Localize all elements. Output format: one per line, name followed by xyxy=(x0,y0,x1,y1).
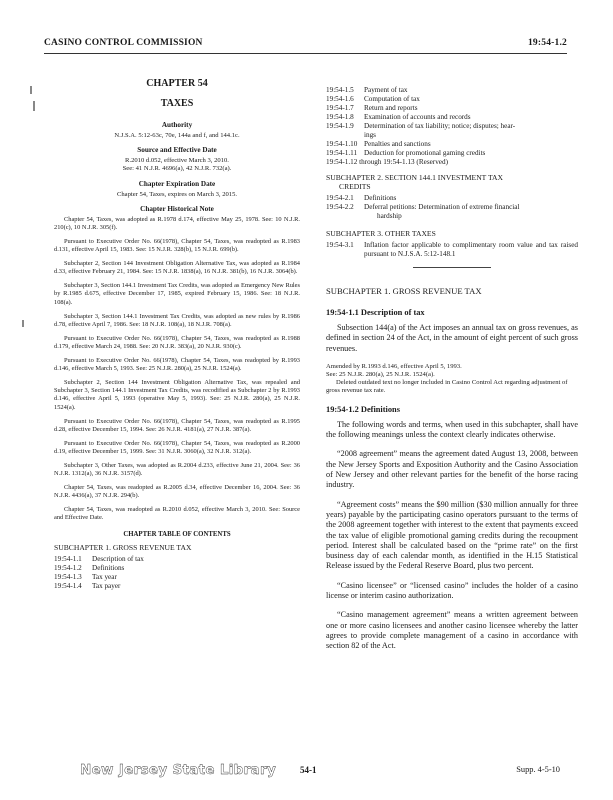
expiration-text: Chapter 54, Taxes, expires on March 3, 2015. xyxy=(116,190,238,198)
toc-entry-title: Examination of accounts and records xyxy=(364,113,471,121)
section-1-title: 19:54-1.1 Description of tax xyxy=(326,308,425,317)
toc-subchapter-1: SUBCHAPTER 1. GROSS REVENUE TAX xyxy=(54,542,192,552)
toc-entry[interactable] xyxy=(326,95,578,104)
history-paragraph: Chapter 54, Taxes, was adopted as R.1978 d.174, effective May 25, 1978. See: 10 N.J.R. 210(c), 10 N.J.R. 305(f). xyxy=(54,215,300,231)
source-line: See: 41 N.J.R. 4696(a), 42 N.J.R. 732(a). xyxy=(122,165,232,173)
section-2-title: 19:54-1.2 Definitions xyxy=(326,404,400,414)
toc-entry-number: 19:54-1.6 xyxy=(326,95,354,103)
toc-subchapter-2-line: CREDITS xyxy=(339,182,371,191)
toc-entry[interactable] xyxy=(326,194,578,203)
toc-entry-number: 19:54-1.1 xyxy=(54,554,82,563)
toc-entry[interactable] xyxy=(326,203,578,212)
toc-entry-title: Tax payer xyxy=(92,581,121,590)
header-title: CASINO CONTROL COMMISSION xyxy=(44,38,203,48)
toc-list xyxy=(54,555,300,591)
left-column xyxy=(54,78,300,591)
history-paragraph: Chapter 54, Taxes, was readopted as R.2005 d.34, effective December 16, 2004. See: 36 N.J.R. 4436(a), 37 N.J.R. 294(b). xyxy=(54,484,300,500)
history-paragraph: Pursuant to Executive Order No. 66(1978), Chapter 54, Taxes, was readopted as R.1988 d.179, effective March 24, 1988. See: 20 N.J.R. 383(a), 20 N.J.R. 930(c). xyxy=(54,334,300,350)
toc-entry[interactable] xyxy=(326,122,578,131)
history-paragraph: Subchapter 2, Section 144 Investment Obligation Alternative Tax, was repealed and Subchapter 3, Section 144.1 Investment Tax Credits, was recodified as Subchapter 2 by R.1993 d.146, effective April 5, 1993 (operative May 5, 1993). See: 25 N.J.R. 280(a), 25 N.J.R. 1524(a). xyxy=(54,379,300,411)
authority-text: N.J.S.A. 5:12-63c, 70e, 144a and f, and 144.1c. xyxy=(114,132,240,139)
page-number: 54-1 xyxy=(300,765,317,775)
history-paragraph: Subchapter 3, Section 144.1 Investment Tax Credits, was adopted as Emergency New Rules by R.1985 d.675, effective December 17, 1985, expired February 15, 1986. See: 18 N.J.R. 108(a). xyxy=(54,282,300,306)
scan-mark xyxy=(33,101,35,111)
toc-entry-number: 19:54-1.8 xyxy=(326,113,354,121)
toc-list-sub2 xyxy=(326,194,578,221)
scan-mark xyxy=(30,86,32,94)
library-stamp: New Jersey State Library xyxy=(80,762,277,778)
source-heading: Source and Effective Date xyxy=(137,146,217,155)
amendment-line: Deleted outdated text no longer included in Casino Control Act regarding adjustment of gross revenue tax rate. xyxy=(326,378,568,394)
toc-entry-title: Deferral petitions: Determination of extreme financial xyxy=(364,203,520,211)
definition-paragraph: “Casino licensee” or “licensed casino” includes the holder of a casino license or interim casino authorization. xyxy=(326,580,578,601)
toc-entry-title: Inflation factor applicable to complimentary room value and tax raised pursuant to N.J.S.A. 5:12-148.1 xyxy=(364,241,578,258)
definition-paragraph: “Agreement costs” means the $90 million ($30 million annually for three years) payable by the participating casino operators pursuant to the terms of the 2008 agreement together with interest to the extent that payments exceed the tax value of eligible promotional gaming credits during the recoupment period. Interest shall be calculated based on the “prime rate” on the first business day of each calendar month, as identified in the H.15 Statistical Release issued by the Federal Reserve Board, plus two percent. xyxy=(326,499,578,571)
toc-subchapter-3: SUBCHAPTER 3. OTHER TAXES xyxy=(326,229,436,238)
toc-list-continued xyxy=(326,86,578,167)
section-1-text: Subsection 144(a) of the Act imposes an annual tax on gross revenues, as defined in section 24 of the Act, in the amount of eight percent of such gross revenues. xyxy=(326,323,578,353)
amendment-line: See: 25 N.J.R. 280(a), 25 N.J.R. 1524(a). xyxy=(326,370,435,378)
amendment-note xyxy=(326,363,578,395)
history-paragraph: Subchapter 3, Other Taxes, was adopted as R.2004 d.233, effective June 21, 2004. See: 36 N.J.R. 1312(a), 36 N.J.R. 3157(d). xyxy=(54,461,300,478)
toc-entry[interactable] xyxy=(326,104,578,113)
toc-entry[interactable] xyxy=(54,582,300,591)
toc-subchapter-2-line: SUBCHAPTER 2. SECTION 144.1 INVESTMENT TAX xyxy=(326,173,503,182)
toc-entry-number: 19:54-2.2 xyxy=(326,203,354,211)
toc-entry[interactable] xyxy=(326,113,578,122)
history-paragraph: Chapter 54, Taxes, was readopted as R.2010 d.052, effective March 3, 2010. See: Source and Effective Date. xyxy=(54,506,300,522)
toc-entry-number: 19:54-1.7 xyxy=(326,104,354,112)
toc-entry-number: 19:54-3.1 xyxy=(326,241,354,249)
toc-reserved: 19:54-1.12 through 19:54-1.13 (Reserved) xyxy=(326,158,448,166)
body-subchapter-title: SUBCHAPTER 1. GROSS REVENUE TAX xyxy=(326,286,482,296)
history-notes xyxy=(54,216,300,523)
section-divider xyxy=(413,267,491,268)
source-line: R.2010 d.052, effective March 3, 2010. xyxy=(125,157,229,165)
header-rule xyxy=(44,53,567,54)
history-heading: Chapter Historical Note xyxy=(140,204,214,213)
toc-entry-continuation: ings xyxy=(364,131,376,139)
toc-entry-title: Deduction for promotional gaming credits xyxy=(364,149,486,157)
toc-entry[interactable] xyxy=(54,564,300,573)
definition-paragraph: “Casino management agreement” means a written agreement between one or more casino licensees and another casino licensee whereby the latter agrees to provide complete management of a casino in accordance with section 82 of the Act. xyxy=(326,610,578,651)
toc-entry[interactable] xyxy=(326,86,578,95)
toc-entry-title: Determination of tax liability; notice; disputes; hear- xyxy=(364,122,516,130)
toc-entry[interactable] xyxy=(54,555,300,564)
page-footer xyxy=(0,760,613,782)
toc-entry-title: Definitions xyxy=(364,194,397,202)
source-text xyxy=(54,157,300,173)
toc-entry-title: Description of tax xyxy=(92,554,144,563)
scan-mark xyxy=(22,320,24,327)
history-paragraph: Pursuant to Executive Order No. 66(1978), Chapter 54, Taxes, was readopted as R.1983 d.131, effective April 15, 1983. See: 15 N.J.R. 328(b), 15 N.J.R. 699(b). xyxy=(54,238,300,254)
definition-paragraph: The following words and terms, when used in this subchapter, shall have the following meanings unless the context clearly indicates otherwise. xyxy=(326,419,578,440)
header-section: 19:54-1.2 xyxy=(527,38,567,48)
toc-entry-number: 19:54-1.9 xyxy=(326,122,354,130)
toc-entry-title: Penalties and sanctions xyxy=(364,140,431,148)
toc-entry[interactable] xyxy=(326,140,578,149)
history-paragraph: Subchapter 2, Section 144 Investment Obligation Alternative Tax, was adopted as R.1984 d.33, effective February 21, 1984. See: 15 N.J.R. 1838(a), 16 N.J.R. 381(b), 16 N.J.R. 3064(b). xyxy=(54,260,300,276)
toc-entry-number: 19:54-1.4 xyxy=(54,581,82,590)
toc-entry-number: 19:54-1.5 xyxy=(326,86,354,94)
definition-paragraph: “2008 agreement” means the agreement dated August 13, 2008, between the New Jersey Sports and Exposition Authority and the Casino Association of New Jersey and other relevant parties for the benefit of the horse racing industry. xyxy=(326,449,578,490)
toc-entry-title: Definitions xyxy=(92,563,125,572)
toc-subchapter-2 xyxy=(326,173,578,191)
toc-entry-title: Return and reports xyxy=(364,104,418,112)
toc-entry[interactable] xyxy=(54,573,300,582)
chapter-number: CHAPTER 54 xyxy=(146,78,208,89)
history-paragraph: Pursuant to Executive Order No. 66(1978), Chapter 54, Taxes, was readopted by R.1993 d.146, effective March 5, 1993. See: 25 N.J.R. 280(a), 25 N.J.R. 1524(a). xyxy=(54,357,300,373)
history-paragraph: Subchapter 3, Section 144.1 Investment Tax Credits, was adopted as new rules by R.1986 d.78, effective April 7, 1986. See: 18 N.J.R. 108(a), 18 N.J.R. 708(a). xyxy=(54,312,300,328)
toc-entry-title: Payment of tax xyxy=(364,86,408,94)
toc-entry[interactable] xyxy=(326,241,578,259)
supplement-date: Supp. 4-5-10 xyxy=(516,765,560,774)
toc-heading: CHAPTER TABLE OF CONTENTS xyxy=(123,530,231,538)
toc-entry-number: 19:54-2.1 xyxy=(326,194,354,202)
chapter-title: TAXES xyxy=(160,98,194,109)
expiration-heading: Chapter Expiration Date xyxy=(138,179,216,188)
right-column xyxy=(326,86,578,661)
running-header xyxy=(44,38,567,52)
toc-entry-number: 19:54-1.2 xyxy=(54,563,82,572)
amendment-line: Amended by R.1993 d.146, effective April 5, 1993. xyxy=(326,362,462,370)
toc-entry-continuation: hardship xyxy=(377,212,402,220)
authority-heading: Authority xyxy=(161,121,193,129)
toc-list-sub3 xyxy=(326,241,578,259)
toc-entry-title: Computation of tax xyxy=(364,95,420,103)
toc-entry-number: 19:54-1.11 xyxy=(326,149,358,157)
toc-entry-number: 19:54-1.3 xyxy=(54,572,82,581)
history-paragraph: Pursuant to Executive Order No. 66(1978), Chapter 54, Taxes, was readopted as R.1995 d.28, effective December 15, 1994. See: 26 N.J.R. 4181(a), 27 N.J.R. 387(a). xyxy=(54,417,300,433)
toc-entry-title: Tax year xyxy=(92,572,117,581)
toc-entry[interactable] xyxy=(326,149,578,158)
toc-entry-number: 19:54-1.10 xyxy=(326,140,358,148)
history-paragraph: Pursuant to Executive Order No. 66(1978), Chapter 54, Taxes, was readopted as R.2000 d.19, effective December 15, 1999. See: 31 N.J.R. 3060(a), 32 N.J.R. 312(a). xyxy=(54,439,300,455)
